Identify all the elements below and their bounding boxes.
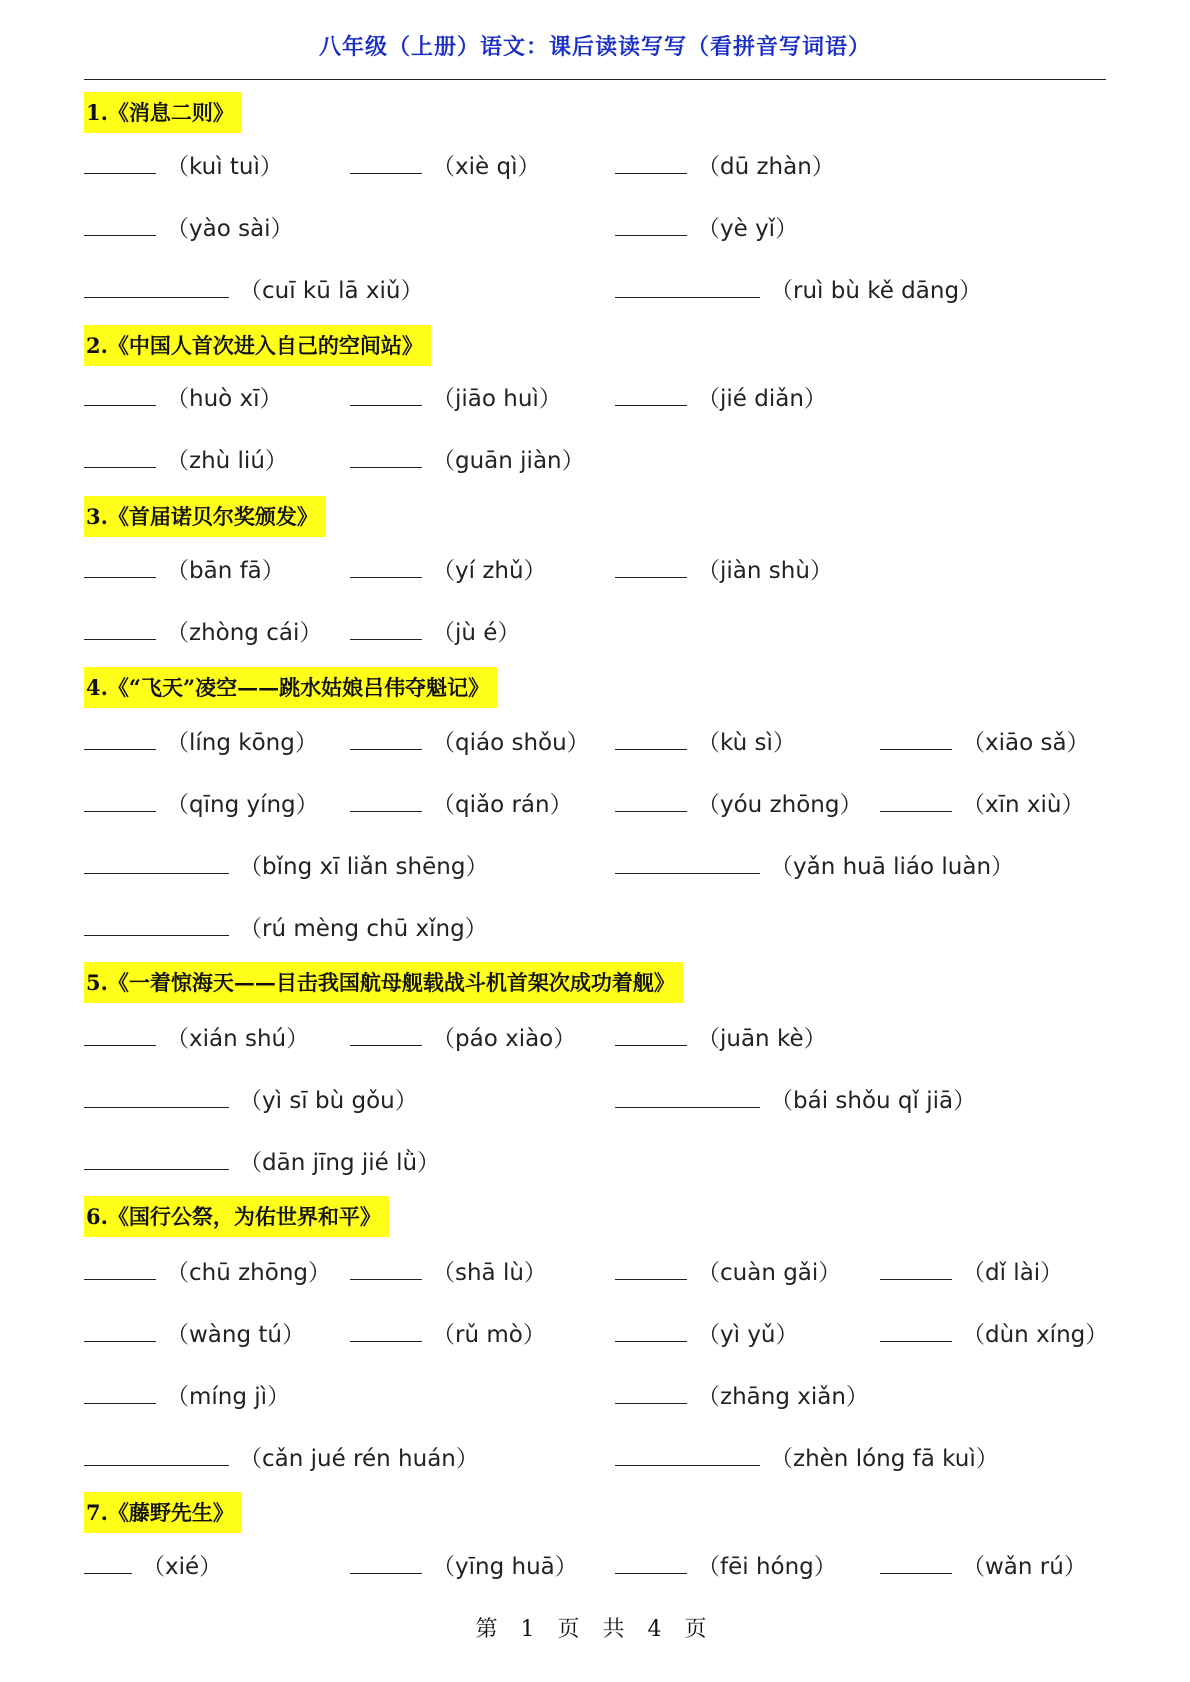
- pinyin-item: （yǎn huā liáo luàn）: [615, 848, 1014, 881]
- answer-blank[interactable]: [84, 617, 156, 640]
- answer-blank[interactable]: [615, 555, 687, 578]
- pinyin-item: （guān jiàn）: [350, 442, 585, 475]
- answer-blank[interactable]: [350, 1257, 422, 1280]
- pinyin-item: （xián shú）: [84, 1020, 309, 1053]
- pinyin-item: （kuì tuì）: [84, 148, 283, 181]
- answer-blank[interactable]: [350, 1023, 422, 1046]
- pinyin-item: （yóu zhōng）: [615, 786, 862, 819]
- pinyin-item: （juān kè）: [615, 1020, 827, 1053]
- pinyin-item: （líng kōng）: [84, 724, 318, 757]
- answer-blank[interactable]: [84, 789, 156, 812]
- pinyin-item: （qiáo shǒu）: [350, 724, 590, 757]
- answer-blank[interactable]: [84, 213, 156, 236]
- answer-blank[interactable]: [615, 727, 687, 750]
- answer-blank[interactable]: [615, 1257, 687, 1280]
- pinyin-item: （zhù liú）: [84, 442, 288, 475]
- answer-blank[interactable]: [350, 383, 422, 406]
- answer-blank[interactable]: [880, 789, 952, 812]
- answer-blank[interactable]: [350, 555, 422, 578]
- answer-blank[interactable]: [84, 851, 229, 874]
- pinyin-item: （huò xī）: [84, 380, 283, 413]
- answer-blank[interactable]: [615, 151, 687, 174]
- pinyin-item: （jù é）: [350, 614, 520, 647]
- answer-blank[interactable]: [84, 1443, 229, 1466]
- pinyin-item: （yì sī bù gǒu）: [84, 1082, 418, 1115]
- pinyin-item: （bái shǒu qǐ jiā）: [615, 1082, 976, 1115]
- pinyin-item: （rǔ mò）: [350, 1316, 546, 1349]
- answer-blank[interactable]: [615, 1381, 687, 1404]
- section-title-6: 6.《国行公祭，为佑世界和平》: [84, 1196, 389, 1237]
- pinyin-item: （jié diǎn）: [615, 380, 827, 413]
- answer-blank[interactable]: [84, 555, 156, 578]
- page-number: 第 1 页 共 4 页: [475, 1617, 715, 1642]
- answer-blank[interactable]: [615, 789, 687, 812]
- pinyin-item: （míng jì）: [84, 1378, 290, 1411]
- pinyin-item: （bān fā）: [84, 552, 285, 585]
- answer-blank[interactable]: [84, 913, 229, 936]
- answer-blank[interactable]: [84, 275, 229, 298]
- pinyin-item: （jiàn shù）: [615, 552, 833, 585]
- pinyin-item: （dǐ lài）: [880, 1254, 1063, 1287]
- pinyin-item: （xié）: [84, 1548, 222, 1581]
- page-title: 八年级（上册）语文：课后读读写写（看拼音写词语）: [318, 34, 871, 60]
- section-title-1: 1.《消息二则》: [84, 92, 242, 133]
- answer-blank[interactable]: [350, 1319, 422, 1342]
- answer-blank[interactable]: [84, 1147, 229, 1170]
- answer-blank[interactable]: [615, 851, 760, 874]
- pinyin-item: （cuī kū lā xiǔ）: [84, 272, 424, 305]
- pinyin-item: （xīn xiù）: [880, 786, 1084, 819]
- section-title-4: 4.《“飞天”凌空——跳水姑娘吕伟夺魁记》: [84, 667, 497, 708]
- section-title-2: 2.《中国人首次进入自己的空间站》: [84, 325, 431, 366]
- pinyin-item: （zhāng xiǎn）: [615, 1378, 869, 1411]
- answer-blank[interactable]: [615, 1023, 687, 1046]
- section-title-5: 5.《一着惊海天——目击我国航母舰载战斗机首架次成功着舰》: [84, 962, 683, 1003]
- answer-blank[interactable]: [84, 151, 156, 174]
- answer-blank[interactable]: [84, 445, 156, 468]
- answer-blank[interactable]: [615, 383, 687, 406]
- pinyin-item: （chū zhōng）: [84, 1254, 331, 1287]
- pinyin-item: （zhòng cái）: [84, 614, 322, 647]
- answer-blank[interactable]: [350, 617, 422, 640]
- pinyin-item: （yào sài）: [84, 210, 294, 243]
- answer-blank[interactable]: [880, 1319, 952, 1342]
- answer-blank[interactable]: [350, 1551, 422, 1574]
- answer-blank[interactable]: [350, 789, 422, 812]
- pinyin-item: （zhèn lóng fā kuì）: [615, 1440, 999, 1473]
- pinyin-item: （qīng yíng）: [84, 786, 319, 819]
- answer-blank[interactable]: [880, 1551, 952, 1574]
- answer-blank[interactable]: [84, 1085, 229, 1108]
- pinyin-item: （xiè qì）: [350, 148, 540, 181]
- answer-blank[interactable]: [84, 1319, 156, 1342]
- answer-blank[interactable]: [880, 727, 952, 750]
- pinyin-item: （dùn xíng）: [880, 1316, 1108, 1349]
- section-title-7: 7.《藤野先生》: [84, 1492, 242, 1533]
- pinyin-item: （wàng tú）: [84, 1316, 305, 1349]
- pinyin-item: （kù sì）: [615, 724, 796, 757]
- pinyin-item: （dān jīng jié lǜ）: [84, 1144, 440, 1177]
- answer-blank[interactable]: [84, 383, 156, 406]
- pinyin-item: （shā lù）: [350, 1254, 547, 1287]
- pinyin-item: （páo xiào）: [350, 1020, 576, 1053]
- answer-blank[interactable]: [615, 1085, 760, 1108]
- pinyin-item: （qiǎo rán）: [350, 786, 573, 819]
- answer-blank[interactable]: [84, 727, 156, 750]
- pinyin-item: （ruì bù kě dāng）: [615, 272, 982, 305]
- pinyin-item: （cuàn gǎi）: [615, 1254, 841, 1287]
- section-title-3: 3.《首届诺贝尔奖颁发》: [84, 496, 326, 537]
- answer-blank[interactable]: [350, 151, 422, 174]
- title-divider: [84, 79, 1106, 80]
- pinyin-item: （wǎn rú）: [880, 1548, 1087, 1581]
- pinyin-item: （fēi hóng）: [615, 1548, 837, 1581]
- pinyin-item: （yì yǔ）: [615, 1316, 799, 1349]
- answer-blank[interactable]: [350, 727, 422, 750]
- pinyin-item: （dū zhàn）: [615, 148, 835, 181]
- answer-blank[interactable]: [84, 1257, 156, 1280]
- answer-blank[interactable]: [84, 1551, 132, 1574]
- answer-blank[interactable]: [84, 1023, 156, 1046]
- pinyin-item: （jiāo huì）: [350, 380, 562, 413]
- answer-blank[interactable]: [615, 213, 687, 236]
- pinyin-item: （cǎn jué rén huán）: [84, 1440, 479, 1473]
- pinyin-item: （yè yǐ）: [615, 210, 798, 243]
- pinyin-item: （xiāo sǎ）: [880, 724, 1090, 757]
- answer-blank[interactable]: [615, 275, 760, 298]
- pinyin-item: （yīng huā）: [350, 1548, 578, 1581]
- answer-blank[interactable]: [615, 1319, 687, 1342]
- answer-blank[interactable]: [615, 1551, 687, 1574]
- pinyin-item: （yí zhǔ）: [350, 552, 547, 585]
- pinyin-item: （rú mèng chū xǐng）: [84, 910, 488, 943]
- answer-blank[interactable]: [84, 1381, 156, 1404]
- answer-blank[interactable]: [880, 1257, 952, 1280]
- answer-blank[interactable]: [350, 445, 422, 468]
- answer-blank[interactable]: [615, 1443, 760, 1466]
- pinyin-item: （bǐng xī liǎn shēng）: [84, 848, 488, 881]
